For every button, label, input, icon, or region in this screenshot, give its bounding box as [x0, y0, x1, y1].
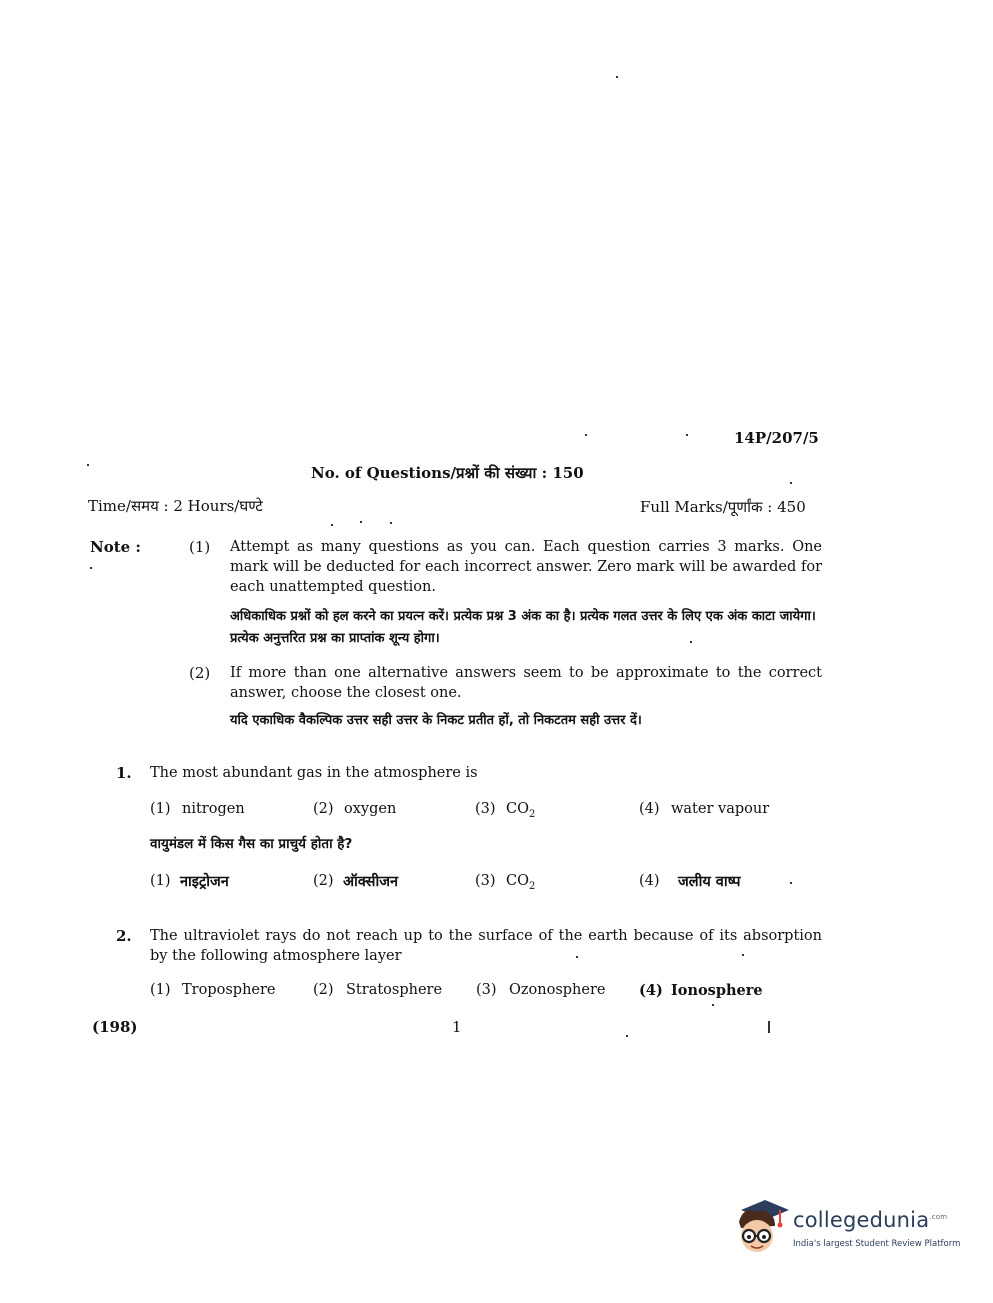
q2-option-4-number: (4): [639, 982, 663, 999]
q1-hi-option-1-number: (1): [150, 873, 171, 889]
question-2-text: The ultraviolet rays do not reach up to the surface of the earth because of its absorption by the following atmosphere layer: [150, 928, 822, 964]
q1-option-4-number: (4): [639, 801, 660, 817]
q1-hi-option-4-text: जलीय वाष्प: [678, 874, 741, 890]
q1-hi-option-2-text: ऑक्सीजन: [343, 874, 399, 890]
footer-code: (198): [92, 1018, 138, 1036]
note-label: Note :: [90, 538, 141, 556]
q2-option-1-text: Troposphere: [182, 982, 276, 998]
q2-option-2-text: Stratosphere: [346, 982, 443, 998]
note-1-english: Attempt as many questions as you can. Each question carries 3 marks. One mark will be deducted for each incorrect answer. Zero mark will be awarded for each unattempted question.: [230, 539, 822, 595]
q1-hi-option-2-number: (2): [313, 873, 334, 889]
q2-option-2-number: (2): [313, 982, 334, 998]
logo-wordmark: collegedunia$^{.com}$: [793, 1208, 948, 1232]
page-number: 1: [452, 1018, 462, 1036]
question-2-number: 2.: [116, 927, 132, 945]
question-1-hindi: वायुमंडल में किस गैस का प्राचुर्य होता है?: [150, 836, 353, 852]
q1-option-4-text: water vapour: [671, 801, 770, 817]
q2-option-3-number: (3): [476, 982, 497, 998]
q1-option-2-number: (2): [313, 801, 334, 817]
question-1-number: 1.: [116, 764, 132, 782]
q1-hi-option-3-text: $CO_2$: [506, 873, 536, 892]
logo-tagline: India's largest Student Review Platform: [793, 1239, 961, 1249]
paper-code: 14P/207/5: [734, 429, 819, 447]
q1-hi-option-4-number: (4): [639, 873, 660, 889]
note-2-hindi: यदि एकाधिक वैकल्पिक उत्तर सही उत्तर के निकट प्रतीत हों, तो निकटतम सही उत्तर दें।: [230, 713, 642, 728]
q2-option-3-text: Ozonosphere: [509, 982, 606, 998]
questions-count: No. of Questions/प्रश्नों की संख्या : 150: [311, 464, 584, 482]
question-1-text: The most abundant gas in the atmosphere is: [150, 765, 478, 781]
q1-option-3-number: (3): [475, 801, 496, 817]
note-1-hindi: अधिकाधिक प्रश्नों को हल करने का प्रयत्न करें। प्रत्येक प्रश्न 3 अंक का है। प्रत्येक गलत उत्तर के लिए एक अंक काटा जायेगा। प्रत्येक अनुत्तरित प्रश्न का प्राप्तांक शून्य होगा।: [230, 609, 816, 646]
note-2-number: (2): [189, 664, 211, 682]
q1-option-3-text: $CO_2$: [506, 801, 536, 820]
q1-hi-option-3-number: (3): [475, 873, 496, 889]
q2-option-1-number: (1): [150, 982, 171, 998]
q1-hi-option-1-text: नाइट्रोजन: [180, 874, 229, 890]
note-1-number: (1): [189, 538, 211, 556]
q1-option-1-text: nitrogen: [182, 801, 245, 817]
q1-option-1-number: (1): [150, 801, 171, 817]
q1-option-2-text: oxygen: [344, 801, 397, 817]
collegedunia-logo: [733, 1196, 963, 1266]
logo-mascot-icon: [733, 1196, 791, 1260]
q2-option-4-text: Ionosphere: [671, 982, 763, 999]
time-info: Time/समय : 2 Hours/घण्टे: [88, 497, 263, 515]
note-2-english: If more than one alternative answers seem to be approximate to the correct answer, choose the closest one.: [230, 665, 822, 701]
full-marks: Full Marks/पूर्णांक : 450: [640, 498, 806, 516]
